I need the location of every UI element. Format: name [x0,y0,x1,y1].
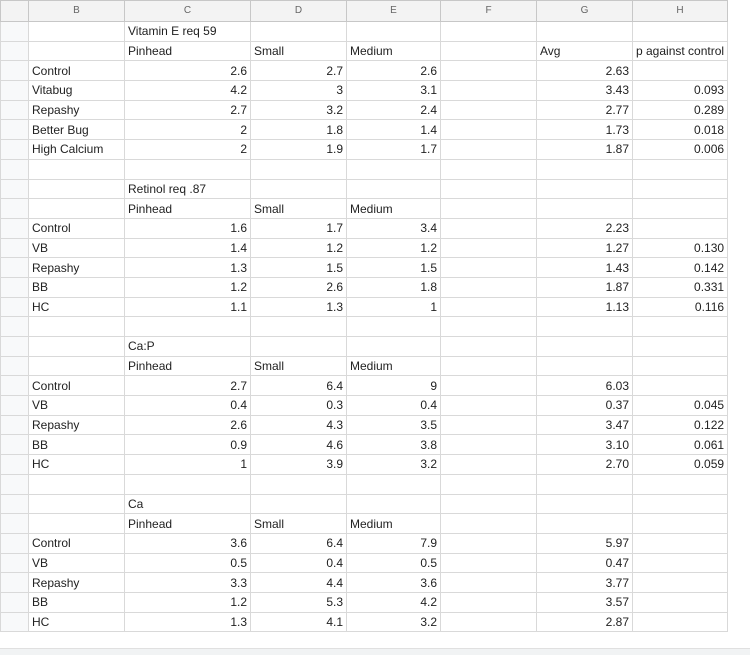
cell[interactable] [441,573,537,593]
cell[interactable]: 0.4 [347,396,441,416]
row-header[interactable] [1,140,29,160]
table-row [1,356,728,376]
cell[interactable]: 3.10 [537,435,633,455]
cell[interactable] [633,159,728,179]
cell[interactable]: 4.2 [125,81,251,101]
cell[interactable]: 1.3 [125,612,251,632]
cell[interactable]: 1.9 [251,140,347,160]
cell[interactable]: 3.9 [251,455,347,475]
cell[interactable]: 0.3 [251,396,347,416]
cell[interactable] [347,179,441,199]
cell[interactable]: Repashy [29,573,125,593]
cell[interactable]: Control [29,376,125,396]
table-row [1,533,728,553]
cell[interactable]: HC [29,297,125,317]
cell[interactable]: 0.059 [633,455,728,475]
cell[interactable]: 3.2 [251,100,347,120]
cell[interactable]: 2.7 [125,100,251,120]
cell[interactable] [441,337,537,357]
table-row [1,474,728,494]
cell[interactable] [29,494,125,514]
cell[interactable] [537,514,633,534]
select-all-corner[interactable] [1,1,29,22]
cell[interactable] [29,474,125,494]
row-header[interactable] [1,455,29,475]
cell[interactable]: BB [29,592,125,612]
cell[interactable]: 3.43 [537,81,633,101]
cell[interactable]: p against control [633,41,728,61]
cell[interactable]: HC [29,455,125,475]
cell[interactable]: 1.7 [251,218,347,238]
table-row [1,553,728,573]
cell[interactable] [29,41,125,61]
cell[interactable]: 6.03 [537,376,633,396]
cell[interactable]: 2.23 [537,218,633,238]
cell[interactable]: 0.4 [125,396,251,416]
cell[interactable]: 2.7 [125,376,251,396]
table-row [1,22,728,42]
cell[interactable]: 1.87 [537,277,633,297]
row-header[interactable] [1,396,29,416]
cell[interactable] [441,179,537,199]
cell[interactable]: 3.2 [347,612,441,632]
cell[interactable]: 0.5 [347,553,441,573]
table-row [1,396,728,416]
cell[interactable]: 0.9 [125,435,251,455]
cell[interactable]: 4.1 [251,612,347,632]
cell[interactable] [633,337,728,357]
cell[interactable]: 1.8 [347,277,441,297]
cell[interactable] [441,356,537,376]
cell[interactable]: Small [251,356,347,376]
cell[interactable]: 1.2 [125,277,251,297]
table-row [1,435,728,455]
cell[interactable]: 2.87 [537,612,633,632]
cell[interactable] [125,474,251,494]
cell[interactable]: 1.8 [251,120,347,140]
table-row [1,140,728,160]
cell[interactable]: 0.116 [633,297,728,317]
cell[interactable]: Ca [125,494,251,514]
cell[interactable] [537,22,633,42]
cell[interactable]: 5.97 [537,533,633,553]
cell[interactable] [441,159,537,179]
cell[interactable]: 1.87 [537,140,633,160]
cell[interactable] [633,356,728,376]
row-header[interactable] [1,199,29,219]
cell[interactable] [347,159,441,179]
column-header[interactable]: C [125,1,251,22]
cell[interactable]: Medium [347,199,441,219]
cell[interactable]: Repashy [29,100,125,120]
cell[interactable]: 0.47 [537,553,633,573]
cell[interactable] [441,474,537,494]
column-header[interactable]: G [537,1,633,22]
cell[interactable]: BB [29,435,125,455]
cell[interactable] [29,337,125,357]
cell[interactable] [125,159,251,179]
cell[interactable]: 3.8 [347,435,441,455]
cell[interactable] [633,573,728,593]
cell[interactable]: 2.6 [125,415,251,435]
row-header[interactable] [1,435,29,455]
table-row [1,592,728,612]
cell[interactable]: VB [29,238,125,258]
cell[interactable]: 1.27 [537,238,633,258]
row-header[interactable] [1,120,29,140]
cell[interactable] [29,317,125,337]
cell[interactable]: 0.130 [633,238,728,258]
cell[interactable]: 0.006 [633,140,728,160]
table-row [1,514,728,534]
cell[interactable] [441,238,537,258]
cell[interactable]: Pinhead [125,514,251,534]
cell[interactable]: 2.4 [347,100,441,120]
cell[interactable]: Small [251,199,347,219]
table-row [1,612,728,632]
cell[interactable]: High Calcium [29,140,125,160]
cell[interactable]: 1.5 [251,258,347,278]
cell[interactable]: 3.47 [537,415,633,435]
cell[interactable]: 0.37 [537,396,633,416]
table-row [1,159,728,179]
cell[interactable] [441,435,537,455]
cell[interactable]: 1.2 [347,238,441,258]
cell[interactable] [537,199,633,219]
cell[interactable] [29,514,125,534]
cell[interactable] [633,612,728,632]
cell[interactable] [441,396,537,416]
cell[interactable]: 2.7 [251,61,347,81]
cell[interactable]: 4.2 [347,592,441,612]
cell[interactable] [441,61,537,81]
cell[interactable] [29,199,125,219]
cell[interactable]: 1.1 [125,297,251,317]
table-row [1,41,728,61]
row-header[interactable] [1,573,29,593]
cell[interactable]: Repashy [29,258,125,278]
cell[interactable] [347,474,441,494]
cell[interactable]: 0.122 [633,415,728,435]
cell[interactable] [441,277,537,297]
cell[interactable]: Better Bug [29,120,125,140]
cell[interactable] [441,317,537,337]
row-header[interactable] [1,514,29,534]
cell[interactable]: 0.289 [633,100,728,120]
cell[interactable]: Medium [347,356,441,376]
cell[interactable]: 2.70 [537,455,633,475]
cell[interactable]: 2.6 [347,61,441,81]
cell[interactable]: 3.57 [537,592,633,612]
cell[interactable] [537,474,633,494]
cell[interactable] [537,356,633,376]
cell[interactable]: HC [29,612,125,632]
cell[interactable]: 1.2 [125,592,251,612]
cell[interactable] [633,22,728,42]
cell[interactable] [251,474,347,494]
cell[interactable]: 3.4 [347,218,441,238]
cell[interactable]: 3 [251,81,347,101]
row-header[interactable] [1,297,29,317]
cell[interactable] [441,297,537,317]
column-header-row [1,1,728,22]
cell[interactable]: Pinhead [125,356,251,376]
row-header[interactable] [1,258,29,278]
cell[interactable] [441,533,537,553]
cell[interactable]: 2 [125,120,251,140]
cell[interactable] [633,592,728,612]
column-header[interactable]: E [347,1,441,22]
cell[interactable]: 3.1 [347,81,441,101]
cell[interactable]: 3.3 [125,573,251,593]
cell[interactable]: 2.77 [537,100,633,120]
table-row [1,455,728,475]
cell[interactable] [347,494,441,514]
cell[interactable]: Vitabug [29,81,125,101]
cell[interactable] [441,218,537,238]
cell[interactable]: Medium [347,41,441,61]
cell[interactable] [441,199,537,219]
cell[interactable] [29,179,125,199]
cell[interactable]: 6.4 [251,376,347,396]
cell[interactable] [251,22,347,42]
cell[interactable]: Repashy [29,415,125,435]
cell[interactable] [441,553,537,573]
row-header[interactable] [1,533,29,553]
table-row [1,573,728,593]
cell[interactable] [441,455,537,475]
row-header[interactable] [1,592,29,612]
cell[interactable] [441,258,537,278]
cell[interactable]: 1 [125,455,251,475]
cell[interactable] [633,218,728,238]
cell[interactable]: 0.093 [633,81,728,101]
row-header[interactable] [1,277,29,297]
column-header[interactable]: F [441,1,537,22]
cell[interactable]: 2 [125,140,251,160]
cell[interactable]: 4.4 [251,573,347,593]
cell[interactable]: 1.73 [537,120,633,140]
row-header[interactable] [1,553,29,573]
cell[interactable]: 1.3 [251,297,347,317]
cell[interactable] [537,317,633,337]
cell[interactable] [633,474,728,494]
table-row [1,179,728,199]
cell[interactable]: 2.6 [251,277,347,297]
cell[interactable] [633,179,728,199]
cell[interactable] [251,317,347,337]
cell[interactable] [441,376,537,396]
table-row [1,100,728,120]
cell[interactable]: 1.5 [347,258,441,278]
row-header[interactable] [1,415,29,435]
table-row [1,199,728,219]
cell[interactable]: Medium [347,514,441,534]
table-row [1,277,728,297]
cell[interactable] [537,337,633,357]
cell[interactable] [251,179,347,199]
table-row [1,218,728,238]
column-header[interactable]: B [29,1,125,22]
cell[interactable]: 1.4 [347,120,441,140]
cell[interactable] [633,61,728,81]
cell[interactable]: BB [29,277,125,297]
table-row [1,258,728,278]
row-header[interactable] [1,41,29,61]
cell[interactable] [251,337,347,357]
cell[interactable]: 5.3 [251,592,347,612]
cell[interactable] [441,100,537,120]
cell[interactable]: 0.018 [633,120,728,140]
cell[interactable]: 3.77 [537,573,633,593]
cell[interactable] [441,140,537,160]
cell[interactable] [441,415,537,435]
row-header[interactable] [1,100,29,120]
cell[interactable]: 0.331 [633,277,728,297]
table-row [1,238,728,258]
row-header[interactable] [1,317,29,337]
cell[interactable]: 3.5 [347,415,441,435]
cell[interactable]: Small [251,514,347,534]
row-header[interactable] [1,337,29,357]
row-header[interactable] [1,356,29,376]
cell[interactable] [441,120,537,140]
cell[interactable]: VB [29,553,125,573]
row-header[interactable] [1,61,29,81]
cell[interactable] [251,494,347,514]
cell[interactable] [29,356,125,376]
cell[interactable]: 3.2 [347,455,441,475]
row-header[interactable] [1,22,29,42]
cell[interactable] [633,376,728,396]
row-header[interactable] [1,612,29,632]
cell[interactable]: 9 [347,376,441,396]
cell[interactable]: Pinhead [125,199,251,219]
cell[interactable]: Ca:P [125,337,251,357]
row-header[interactable] [1,238,29,258]
cell[interactable]: 3.6 [125,533,251,553]
table-row [1,415,728,435]
cell[interactable] [347,317,441,337]
cell[interactable]: 3.6 [347,573,441,593]
cell[interactable] [441,81,537,101]
cell[interactable]: 1.3 [125,258,251,278]
cell[interactable] [125,317,251,337]
cell[interactable] [633,317,728,337]
cell[interactable] [633,533,728,553]
cell[interactable] [29,159,125,179]
cell[interactable]: 4.3 [251,415,347,435]
cell[interactable]: 1.7 [347,140,441,160]
cell[interactable]: Small [251,41,347,61]
cell[interactable]: Vitamin E req 59 [125,22,251,42]
table-row [1,317,728,337]
cell[interactable]: 0.142 [633,258,728,278]
cell[interactable] [29,22,125,42]
table-row [1,120,728,140]
cell[interactable]: 1.6 [125,218,251,238]
cell[interactable] [441,494,537,514]
cell[interactable]: VB [29,396,125,416]
cell[interactable] [441,41,537,61]
cell[interactable]: 0.5 [125,553,251,573]
cell[interactable]: 1.43 [537,258,633,278]
cell[interactable]: 0.045 [633,396,728,416]
table-row [1,376,728,396]
cell[interactable]: Pinhead [125,41,251,61]
cell[interactable] [633,553,728,573]
cell[interactable] [347,22,441,42]
row-header[interactable] [1,218,29,238]
table-row [1,337,728,357]
cell[interactable]: 0.4 [251,553,347,573]
cell[interactable]: 6.4 [251,533,347,553]
cell[interactable]: 1 [347,297,441,317]
row-header[interactable] [1,81,29,101]
column-header[interactable]: H [633,1,728,22]
row-header[interactable] [1,376,29,396]
cell[interactable]: 4.6 [251,435,347,455]
cell[interactable]: 2.63 [537,61,633,81]
cell[interactable]: Control [29,61,125,81]
cell[interactable] [633,199,728,219]
cell[interactable]: 2.6 [125,61,251,81]
row-header[interactable] [1,494,29,514]
cell[interactable] [537,179,633,199]
cell[interactable] [633,494,728,514]
cell[interactable]: 1.2 [251,238,347,258]
cell[interactable] [537,159,633,179]
cell[interactable]: 0.061 [633,435,728,455]
table-row [1,297,728,317]
cell[interactable] [537,494,633,514]
cell[interactable] [251,159,347,179]
cell[interactable]: Avg [537,41,633,61]
table-row [1,81,728,101]
column-header[interactable]: D [251,1,347,22]
cell[interactable]: Control [29,218,125,238]
table-row [1,61,728,81]
cell[interactable]: 1.13 [537,297,633,317]
cell[interactable] [347,337,441,357]
cell[interactable] [441,514,537,534]
cell[interactable]: Retinol req .87 [125,179,251,199]
row-header[interactable] [1,179,29,199]
cell[interactable] [441,22,537,42]
cell[interactable]: 7.9 [347,533,441,553]
cell[interactable] [441,592,537,612]
cell[interactable] [441,612,537,632]
cell[interactable]: Control [29,533,125,553]
row-header[interactable] [1,474,29,494]
row-header[interactable] [1,159,29,179]
cell[interactable]: 1.4 [125,238,251,258]
cell[interactable] [633,514,728,534]
table-row [1,494,728,514]
